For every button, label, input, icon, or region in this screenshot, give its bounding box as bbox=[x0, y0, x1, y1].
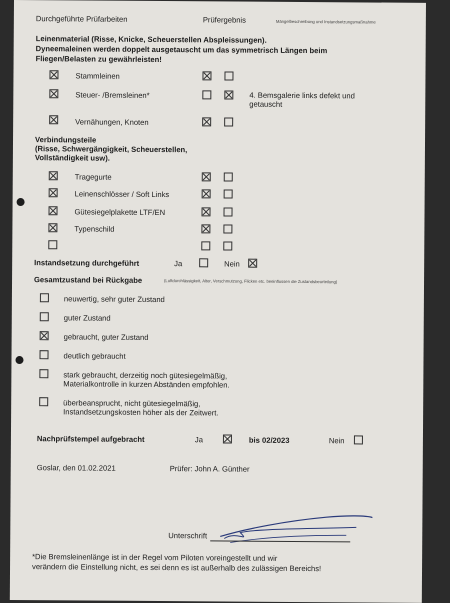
maengel-note-steuerleinen-line2: getauscht bbox=[249, 99, 283, 109]
examiner-name: Prüfer: John A. Günther bbox=[169, 464, 250, 474]
checkbox-instandsetzung-ja[interactable] bbox=[199, 258, 208, 267]
item-label-typenschild: Typenschild bbox=[74, 224, 115, 234]
checkbox-stammleinen-notok[interactable] bbox=[224, 71, 233, 80]
checkbox-typenschild[interactable] bbox=[48, 223, 57, 232]
item-label-guetesiegel: Gütesiegelplakette LTF/EN bbox=[74, 207, 166, 218]
checkbox-steuerleinen-notok[interactable] bbox=[224, 90, 233, 99]
instandsetzung-nein-label: Nein bbox=[224, 259, 240, 269]
item-label-stammleinen: Stammleinen bbox=[75, 71, 120, 81]
stempel-bis-date: bis 02/2023 bbox=[248, 435, 290, 445]
item-label-leinenschloesser: Leinenschlösser / Soft Links bbox=[74, 189, 170, 200]
checkbox-vernaehungen-ok[interactable] bbox=[202, 117, 211, 126]
checkbox-steuerleinen-ok[interactable] bbox=[202, 90, 211, 99]
condition-ueberbeansprucht: überbeansprucht, nicht gütesiegelmäßig, bbox=[63, 398, 201, 409]
punch-hole bbox=[15, 356, 23, 364]
condition-neuwertig: neuwertig, sehr guter Zustand bbox=[63, 294, 165, 305]
checkbox-tragegurte-ok[interactable] bbox=[202, 172, 211, 181]
instandsetzung-label: Instandsetzung durchgeführt bbox=[34, 258, 140, 268]
checkbox-vernaehungen[interactable] bbox=[49, 115, 58, 124]
punch-hole bbox=[17, 198, 25, 206]
leinen-heading-line3: Fliegen/Belasten zu gewährleisten! bbox=[35, 54, 162, 65]
checkbox-stammleinen-ok[interactable] bbox=[202, 71, 211, 80]
condition-gebraucht-gut: gebraucht, guter Zustand bbox=[63, 332, 149, 342]
maengel-note-steuerleinen: 4. Bemsgalerie links defekt und bbox=[249, 90, 355, 101]
checkbox-guetesiegel[interactable] bbox=[48, 206, 57, 215]
checkbox-guter-zustand[interactable] bbox=[40, 312, 49, 321]
leinen-heading: Leinenmaterial (Risse, Knicke, Scheuerstellen Abspleissungen). bbox=[35, 34, 267, 45]
footnote-line1: *Die Bremsleinenlänge ist in der Regel vom Piloten voreingestellt und wir bbox=[32, 552, 278, 563]
item-label-tragegurte: Tragegurte bbox=[74, 172, 112, 182]
checkbox-stempel-ja[interactable] bbox=[223, 434, 232, 443]
header-col-pruefergebnis: Prüfergebnis bbox=[202, 15, 246, 25]
checkbox-guetesiegel-notok[interactable] bbox=[223, 207, 232, 216]
gesamtzustand-note: (Luftdurchlässigkeit, Alter, Verschmutzung, Flicken etc. beeinflussen die Zustandsbeurteilung) bbox=[164, 278, 338, 285]
verbindung-heading-line3: Vollständigkeit usw). bbox=[34, 153, 110, 163]
checkbox-guetesiegel-ok[interactable] bbox=[201, 207, 210, 216]
checkbox-stark-gebraucht[interactable] bbox=[39, 369, 48, 378]
verbindung-heading: Verbindungsteile bbox=[34, 135, 97, 145]
checkbox-neuwertig[interactable] bbox=[40, 293, 49, 302]
condition-deutlich-gebraucht: deutlich gebraucht bbox=[63, 351, 126, 361]
condition-stark-gebraucht: stark gebraucht, derzeitig noch gütesiegelmäßig, bbox=[63, 370, 228, 381]
checkbox-leinenschloesser[interactable] bbox=[49, 188, 58, 197]
checkbox-leinenschloesser-ok[interactable] bbox=[202, 189, 211, 198]
condition-stark-gebraucht-line2: Materialkontrolle in kurzen Abständen empfohlen. bbox=[63, 379, 230, 390]
checkbox-steuerleinen[interactable] bbox=[49, 89, 58, 98]
checkbox-stammleinen[interactable] bbox=[49, 70, 58, 79]
checkbox-instandsetzung-nein[interactable] bbox=[248, 259, 257, 268]
footnote-line2: verändern die Einstellung nicht, es sei denn es ist außerhalb des zulässigen Bereichs! bbox=[32, 562, 322, 574]
condition-guter-zustand: guter Zustand bbox=[63, 313, 111, 323]
verbindung-heading-line2: (Risse, Schwergängigkeit, Scheuerstellen, bbox=[34, 144, 188, 155]
item-label-vernaehungen: Vernähungen, Knoten bbox=[75, 117, 149, 127]
leinen-heading-line2: Dyneemaleinen werden doppelt ausgetauscht um das symmetrisch Längen beim bbox=[35, 44, 328, 56]
checkbox-tragegurte[interactable] bbox=[49, 171, 58, 180]
checkbox-vernaehungen-notok[interactable] bbox=[224, 117, 233, 126]
header-col-maengel: Mängelbeschreibung und Instandsetzungsmaßnahme bbox=[275, 18, 376, 25]
signature-label: Unterschrift bbox=[168, 531, 208, 541]
checkbox-typenschild-ok[interactable] bbox=[201, 224, 210, 233]
header-col-pruefarbeiten: Durchgeführte Prüfarbeiten bbox=[35, 14, 128, 24]
inspection-form-page bbox=[10, 0, 426, 603]
checkbox-blank-item[interactable] bbox=[48, 240, 57, 249]
checkbox-blank-item-ok[interactable] bbox=[201, 241, 210, 250]
checkbox-typenschild-notok[interactable] bbox=[223, 224, 232, 233]
checkbox-gebraucht-gut[interactable] bbox=[40, 331, 49, 340]
gesamtzustand-heading: Gesamtzustand bei Rückgabe bbox=[34, 275, 143, 285]
stempel-ja-label: Ja bbox=[194, 435, 203, 445]
checkbox-tragegurte-notok[interactable] bbox=[224, 172, 233, 181]
condition-ueberbeansprucht-line2: Instandsetzungskosten höher als der Zeitwert. bbox=[63, 407, 219, 418]
checkbox-stempel-nein[interactable] bbox=[354, 435, 363, 444]
item-label-steuerleinen: Steuer- /Bremsleinen* bbox=[75, 90, 150, 100]
checkbox-ueberbeansprucht[interactable] bbox=[39, 397, 48, 406]
checkbox-leinenschloesser-notok[interactable] bbox=[224, 189, 233, 198]
stempel-label: Nachprüfstempel aufgebracht bbox=[36, 434, 145, 444]
place-date: Goslar, den 01.02.2021 bbox=[36, 463, 116, 473]
checkbox-deutlich-gebraucht[interactable] bbox=[39, 350, 48, 359]
checkbox-blank-item-notok[interactable] bbox=[223, 241, 232, 250]
instandsetzung-ja-label: Ja bbox=[174, 259, 183, 269]
stempel-nein-label: Nein bbox=[328, 436, 345, 446]
